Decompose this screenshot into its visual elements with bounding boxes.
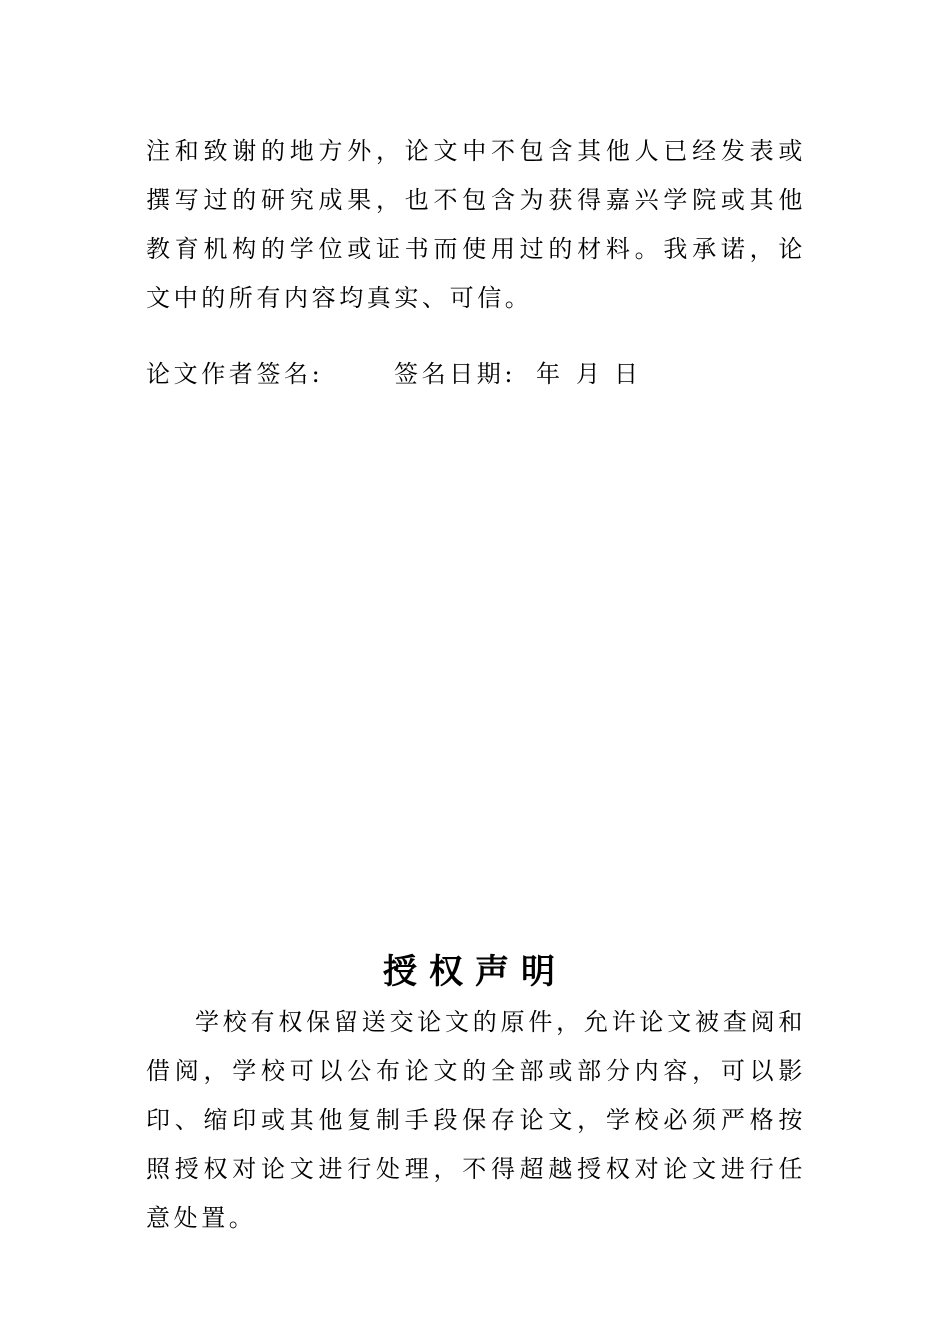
month-label: 月	[576, 360, 604, 388]
day-label: 日	[614, 360, 642, 388]
author-signature-label: 论文作者签名:	[146, 360, 324, 388]
authorization-statement-text: 学校有权保留送交论文的原件，允许论文被查阅和借阅，学校可以公布论文的全部或部分内容，可以影印、缩印或其他复制手段保存论文，学校必须严格按照授权对论文进行处理，不得超越授权对论文进行任意处置。	[146, 1008, 806, 1232]
year-label: 年	[536, 360, 564, 388]
originality-statement-text: 注和致谢的地方外，论文中不包含其他人已经发表或撰写过的研究成果，也不包含为获得嘉兴学院或其他教育机构的学位或证书而使用过的材料。我承诺，论文中的所有内容均真实、可信。	[146, 137, 806, 312]
signature-line	[146, 350, 806, 399]
signature-date-label: 签名日期:	[394, 360, 517, 388]
authorization-title: 授权声明	[383, 952, 567, 992]
